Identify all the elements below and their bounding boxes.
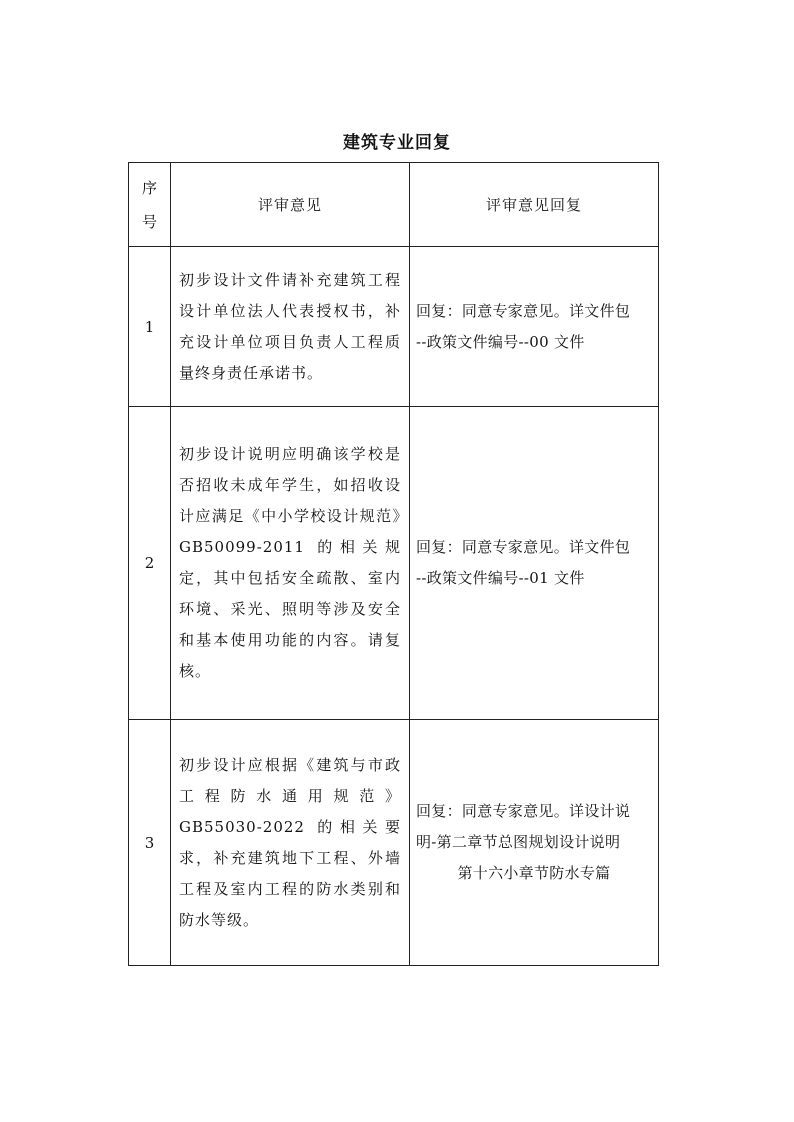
reply-line: --政策文件编号--01 文件 — [416, 569, 585, 587]
reply-line: 明-第二章节总图规划设计说明 — [416, 833, 621, 851]
reply-line: --政策文件编号--00 文件 — [416, 332, 585, 351]
table-row — [129, 247, 659, 407]
header-review-opinion: 评审意见 — [171, 163, 410, 247]
reply-line: 回复：同意专家意见。详设计说 — [416, 802, 631, 820]
review-opinion-cell: 初步设计应根据《建筑与市政工程防水通用规范》GB55030-2022 的相关要求，补充建筑地下工程、外墙工程及室内工程的防水类别和防水等级。 — [171, 720, 410, 966]
reply-line: 回复：同意专家意见。详文件包 — [416, 538, 631, 556]
header-review-reply: 评审意见回复 — [410, 163, 659, 247]
row-number: 1 — [129, 247, 171, 407]
review-opinion-cell: 初步设计文件请补充建筑工程设计单位法人代表授权书，补充设计单位项目负责人工程质量终身责任承诺书。 — [171, 247, 410, 407]
review-table — [128, 162, 659, 966]
reply-line: 回复：同意专家意见。详文件包 — [416, 301, 631, 320]
review-reply-cell — [410, 720, 659, 966]
reply-line: 第十六小章节防水专篇 — [457, 864, 611, 882]
review-reply-cell — [410, 407, 659, 720]
table-row — [129, 720, 659, 966]
table-header-row — [129, 163, 659, 247]
row-number: 2 — [129, 407, 171, 720]
page-title: 建筑专业回复 — [343, 133, 451, 153]
table-row — [129, 407, 659, 720]
review-opinion-cell: 初步设计说明应明确该学校是否招收未成年学生，如招收设计应满足《中小学校设计规范》GB50099-2011 的相关规定，其中包括安全疏散、室内环境、采光、照明等涉及安全和基本使用功能的内容。请复核。 — [171, 407, 410, 720]
row-number: 3 — [129, 720, 171, 966]
review-reply-cell — [410, 247, 659, 407]
header-serial-line2: 号 — [141, 212, 157, 231]
header-serial-number — [129, 163, 171, 247]
header-serial-line1: 序 — [141, 178, 157, 197]
